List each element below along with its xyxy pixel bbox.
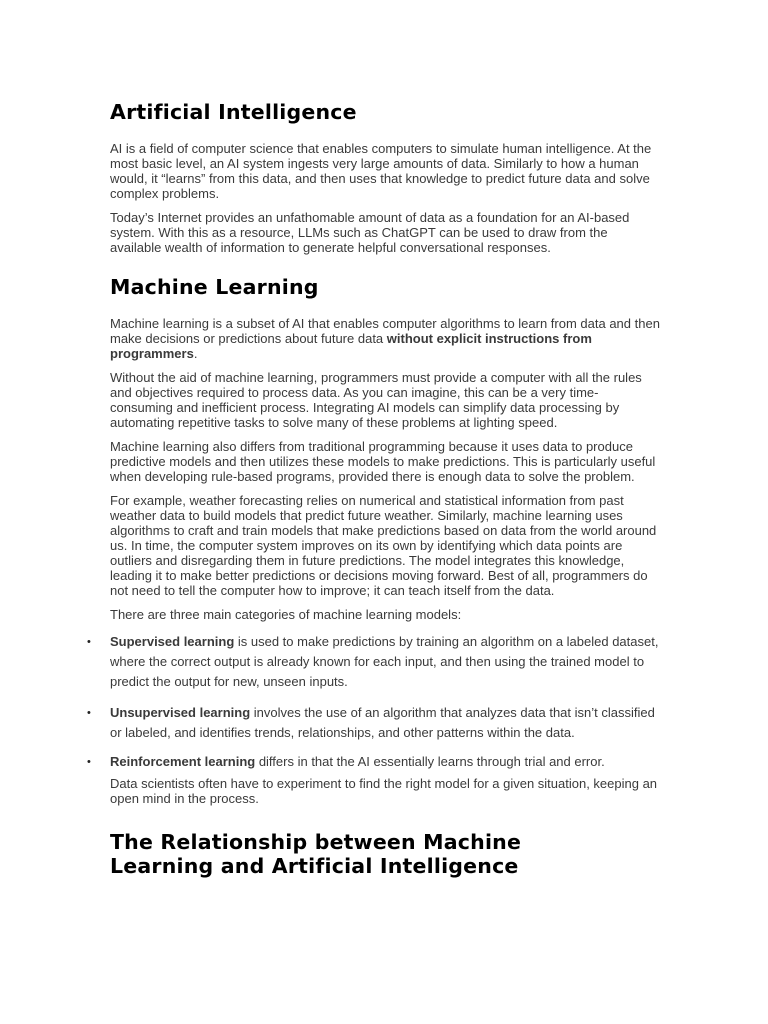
ml-paragraph-1: Without the aid of machine learning, programmers must provide a computer with all the rules and objectives required to process data. As you can imagine, this can be a very time-consuming and inefficient process. Integrating AI models can simplify data processing by automating repetitive tasks to solve many of these problems at lighting speed. bbox=[110, 370, 642, 430]
ml-categories-list bbox=[87, 632, 660, 772]
section-heading-ml: Machine Learning bbox=[110, 275, 319, 299]
heading-line-2: Learning and Artificial Intelligence bbox=[110, 854, 519, 878]
ml-paragraph-3: For example, weather forecasting relies on numerical and statistical information from past weather data to build models that predict future weather. Similarly, machine learning uses algorithms to craft and train models that make predictions based on data from the world around us. In time, the computer system improves on its own by identifying which data points are outliers and disregarding them in future predictions. The model integrates this knowledge, leading it to make better predictions or decisions moving forward. Best of all, programmers do not need to tell the computer how to improve; it can teach itself from the data. bbox=[110, 493, 657, 598]
list-item-reinforcement bbox=[87, 752, 660, 772]
heading-line-1: The Relationship between Machine bbox=[110, 830, 522, 854]
list-term: Unsupervised learning bbox=[110, 705, 251, 720]
ml-intro-bold: without explicit instructions from programmers bbox=[110, 331, 592, 361]
bullet-icon: • bbox=[87, 707, 91, 719]
ml-intro-text: Machine learning is a subset of AI that enables computer algorithms to learn from data and then make decisions or predictions about future data bbox=[110, 316, 660, 346]
list-item-unsupervised bbox=[87, 703, 660, 743]
list-item-supervised bbox=[87, 632, 660, 692]
ai-paragraph-2: Today’s Internet provides an unfathomable amount of data as a foundation for an AI-based system. With this as a resource, LLMs such as ChatGPT can be used to draw from the available wealth of information to generate helpful conversational responses. bbox=[110, 210, 630, 255]
section-heading-ai: Artificial Intelligence bbox=[110, 100, 357, 124]
ml-intro-end: . bbox=[193, 346, 198, 361]
list-term: Reinforcement learning bbox=[110, 754, 256, 769]
list-text: is used to make predictions by training an algorithm on a labeled dataset, where the correct output is already known for each input, and then using the trained model to predict the output for new, unseen inputs. bbox=[110, 634, 659, 689]
list-term: Supervised learning bbox=[110, 634, 235, 649]
bullet-icon: • bbox=[87, 756, 91, 768]
list-text: differs in that the AI essentially learns through trial and error. bbox=[255, 754, 605, 769]
ml-paragraph-2: Machine learning also differs from traditional programming because it uses data to produce predictive models and then utilizes these models to make predictions. This is particularly useful when developing rule-based programs, provided there is enough data to solve the problem. bbox=[110, 439, 656, 484]
section-heading-relationship bbox=[110, 830, 660, 878]
ml-closing-paragraph: Data scientists often have to experiment to find the right model for a given situation, keeping an open mind in the process. bbox=[110, 776, 658, 806]
ml-intro-paragraph bbox=[110, 316, 660, 361]
ml-paragraph-4: There are three main categories of machine learning models: bbox=[110, 607, 462, 622]
ai-paragraph-1: AI is a field of computer science that enables computers to simulate human intelligence. At the most basic level, an AI system ingests very large amounts of data. Similarly to how a human would, it “learns” from this data, and then uses that knowledge to predict future data and solve complex problems. bbox=[110, 141, 652, 201]
list-text: involves the use of an algorithm that analyzes data that isn’t classified or labeled, and identifies trends, relationships, and other patterns within the data. bbox=[110, 705, 655, 740]
document-page bbox=[87, 100, 660, 878]
bullet-icon: • bbox=[87, 636, 91, 648]
